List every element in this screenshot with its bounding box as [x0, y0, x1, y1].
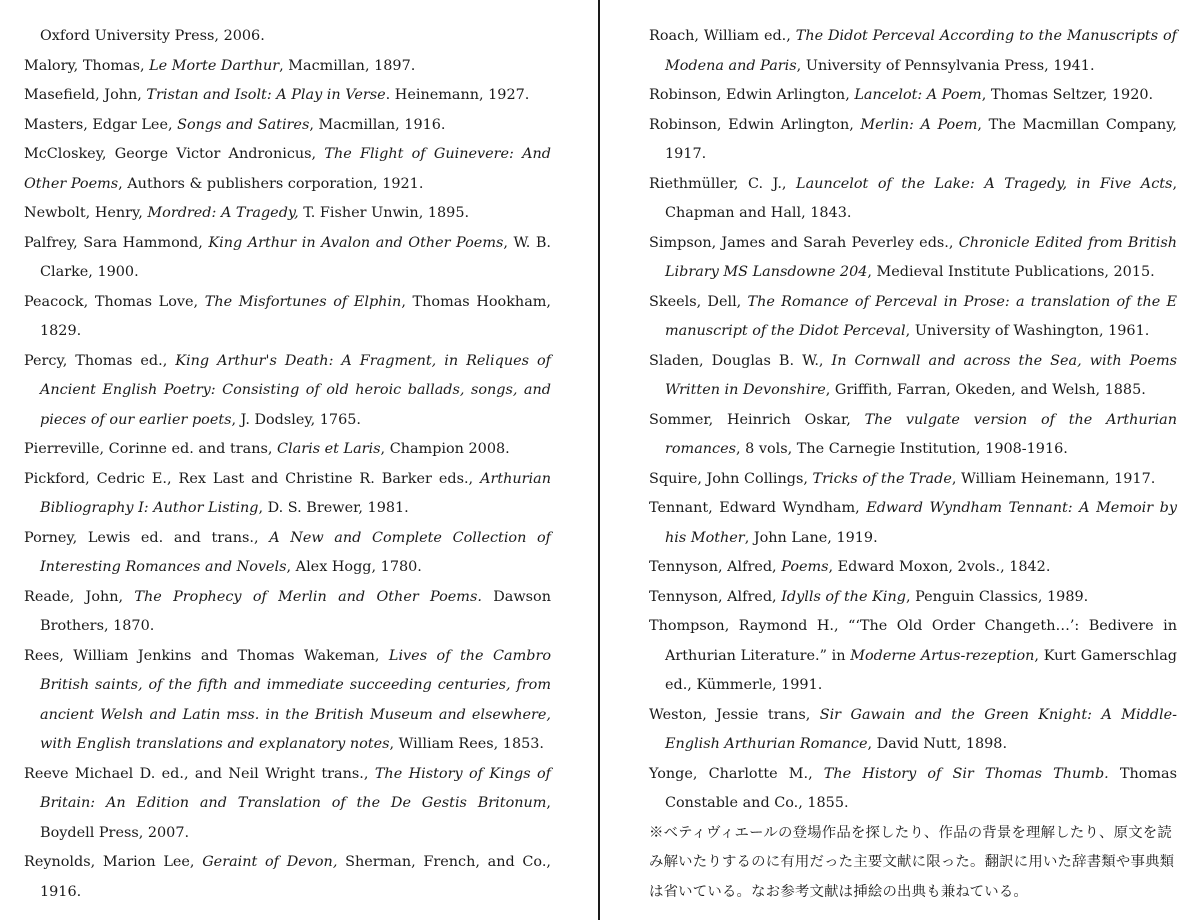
- bibliography-entry: [649, 701, 1177, 760]
- entry-publication: , Edward Moxon, 2vols., 1842.: [828, 559, 1051, 575]
- bibliography-entry: [649, 465, 1177, 495]
- entry-author: Robinson, Edwin Arlington,: [649, 116, 861, 133]
- footnote: ※ベティヴィエールの登場作品を探したり、作品の背景を理解したり、原文を読み解いたりするのに有用だった主要文献に限った。翻訳に用いた辞書類や事典類は省いている。なお参考文献は挿絵の出典も兼ねている。: [649, 824, 1175, 900]
- entry-title: The Romance of Perceval in Prose: a translation of the E manuscript of the Didot Perceval: [665, 293, 1177, 339]
- entry-title: Sir Gawain and the Green Knight: A Middle-English Arthurian Romance: [665, 706, 1177, 752]
- bibliography-entry: [24, 524, 551, 583]
- bibliography-entry: [24, 288, 551, 347]
- entry-publication: , David Nutt, 1898.: [867, 736, 1008, 752]
- entry-publication: , Thomas Hookham, 1829.: [40, 293, 552, 339]
- bibliography-entry: [649, 760, 1177, 819]
- column-divider: [598, 0, 600, 920]
- entry-author: McCloskey, George Victor Andronicus,: [24, 146, 325, 162]
- entry-title: Tristan and Isolt: A Play in Verse: [146, 87, 386, 103]
- bibliography-entry: [24, 81, 551, 111]
- entry-author: Sommer, Heinrich Oskar,: [649, 411, 865, 428]
- entry-publication: Sherman, French, and Co., 1916.: [40, 854, 551, 900]
- entry-author: Squire, John Collings,: [649, 470, 813, 487]
- entry-title: Poems: [781, 559, 829, 575]
- entry-title: Songs and Satires: [177, 116, 310, 133]
- entry-publication: , University of Washington, 1961.: [905, 323, 1150, 339]
- entry-author: Simpson, James and Sarah Peverley eds.,: [649, 234, 959, 251]
- entry-publication: , Authors & publishers corporation, 1921.: [118, 175, 424, 192]
- bibliography-entry: [24, 760, 551, 849]
- entry-title: Launcelot of the Lake: A Tragedy, in Five Acts: [796, 175, 1173, 192]
- bibliography-entry: [649, 22, 1177, 81]
- entry-publication: , J. Dodsley, 1765.: [231, 411, 361, 428]
- entry-publication: , Kurt Gamerschlag ed., Kümmerle, 1991.: [665, 647, 1178, 693]
- entry-publication: , Macmillan, 1897.: [279, 57, 416, 74]
- entry-author: Masefield, John,: [24, 87, 147, 103]
- bibliography-entry: [24, 347, 551, 436]
- entry-title: Merlin: A Poem: [860, 116, 978, 133]
- entry-author: Percy, Thomas ed.,: [24, 352, 176, 369]
- entry-publication: , 8 vols, The Carnegie Institution, 1908-1916.: [736, 441, 1068, 457]
- entry-author: Tennyson, Alfred,: [649, 588, 782, 605]
- entry-title: Moderne Artus-rezeption: [850, 647, 1035, 664]
- entry-title: Lancelot: A Poem: [854, 87, 982, 103]
- bibliography-entry: [649, 494, 1177, 553]
- entry-author: Palfrey, Sara Hammond,: [24, 234, 209, 251]
- entry-author: Roach, William ed.,: [649, 28, 796, 44]
- bibliography-entry: [24, 583, 551, 642]
- entry-author: Thompson, Raymond H., “‘The Old Order Changeth…’: Bedivere in Arthurian Literature.” in: [649, 618, 1177, 664]
- bibliography-entry: [649, 81, 1177, 111]
- bibliography-entry: [649, 406, 1177, 465]
- entry-author: Tennant, Edward Wyndham,: [649, 500, 867, 516]
- entry-publication: , Champion 2008.: [380, 441, 510, 457]
- entry-author: Peacock, Thomas Love,: [24, 293, 205, 310]
- bibliography-entry: [649, 170, 1177, 229]
- entry-publication: , Medieval Institute Publications, 2015.: [867, 264, 1155, 280]
- entry-publication: Thomas Constable and Co., 1855.: [665, 765, 1177, 811]
- entry-author: Reynolds, Marion Lee,: [24, 854, 203, 870]
- entry-publication: , Boydell Press, 2007.: [40, 795, 551, 841]
- right-column: [649, 22, 1177, 907]
- entry-author: Sladen, Douglas B. W.,: [649, 352, 832, 369]
- entry-publication: , W. B. Clarke, 1900.: [40, 234, 551, 280]
- entry-title: In Cornwall and across the Sea, with Poems Written in Devonshire: [665, 352, 1177, 398]
- entry-publication: , Griffith, Farran, Okeden, and Welsh, 1885.: [825, 382, 1146, 398]
- entry-title: The Misfortunes of Elphin: [204, 293, 402, 310]
- entry-author: Newbolt, Henry,: [24, 205, 148, 221]
- entry-publication: , John Lane, 1919.: [744, 529, 878, 546]
- entry-title: Claris et Laris: [277, 441, 381, 457]
- entry-author: Skeels, Dell,: [649, 293, 748, 310]
- entry-author: Yonge, Charlotte M.,: [649, 765, 824, 782]
- entry-title: Arthurian Bibliography I: Author Listing: [40, 470, 551, 516]
- entry-author: Pickford, Cedric E., Rex Last and Christine R. Barker eds.,: [24, 470, 481, 487]
- entry-title: Tricks of the Trade: [812, 470, 952, 487]
- bibliography-entry: [649, 612, 1177, 701]
- entry-title: A New and Complete Collection of Interesting Romances and Novels: [40, 529, 551, 575]
- entry-publication: , Alex Hogg, 1780.: [286, 559, 422, 575]
- entry-title: Chronicle Edited from British Library MS Lansdowne 204: [665, 234, 1177, 280]
- entry-title: The Didot Perceval According to the Manuscripts of Modena and Paris: [665, 28, 1177, 74]
- entry-publication: , The Macmillan Company, 1917.: [665, 116, 1177, 162]
- bibliography-entry: [24, 465, 551, 524]
- entry-title: King Arthur's Death: A Fragment, in Reliques of Ancient English Poetry: Consisting of old heroic ballads, songs, and pieces of our earlier poets: [40, 352, 551, 428]
- bibliography-entry: [24, 111, 551, 141]
- bibliography-entry: [24, 642, 551, 760]
- entry-title: The vulgate version of the Arthurian romances: [665, 411, 1177, 457]
- entry-author: Reeve Michael D. ed., and Neil Wright trans.,: [24, 765, 375, 782]
- bibliography-entry: [24, 199, 551, 229]
- entry-publication: , D. S. Brewer, 1981.: [258, 500, 409, 516]
- entry-title: Lives of the Cambro British saints, of the fifth and immediate succeeding centuries, from ancient Welsh and Latin mss. in the British Museum and elsewhere, with English translations and explanatory notes: [40, 647, 551, 752]
- entry-author: Robinson, Edwin Arlington,: [649, 87, 855, 103]
- bibliography-entry: [649, 288, 1177, 347]
- bibliography-entry: [649, 229, 1177, 288]
- entry-title: Le Morte Darthur: [149, 57, 280, 74]
- entry-publication: , William Heinemann, 1917.: [951, 470, 1156, 487]
- entry-title: The History of Kings of Britain: An Edition and Translation of the De Gestis Britonum: [40, 765, 551, 811]
- entry-title: Mordred: A Tragedy,: [147, 205, 299, 221]
- entry-author: Malory, Thomas,: [24, 57, 150, 74]
- entry-author: Masters, Edgar Lee,: [24, 116, 178, 133]
- bibliography-entry: [649, 347, 1177, 406]
- bibliography-entry: [649, 111, 1177, 170]
- entry-title: The Prophecy of Merlin and Other Poems.: [134, 588, 482, 605]
- entry-title: The Flight of Guinevere: And Other Poems: [24, 146, 551, 192]
- entry-title: Idylls of the King: [781, 588, 906, 605]
- entry-publication: T. Fisher Unwin, 1895.: [298, 205, 470, 221]
- entry-publication: . Heinemann, 1927.: [385, 87, 530, 103]
- entry-publication: , University of Pennsylvania Press, 1941.: [796, 57, 1095, 74]
- entry-title: Edward Wyndham Tennant: A Memoir by his Mother: [665, 500, 1177, 546]
- right-column-entries: [649, 22, 1177, 819]
- bibliography-entry: [24, 848, 551, 907]
- bibliography-entry: [24, 52, 551, 82]
- entry-publication: , Chapman and Hall, 1843.: [665, 175, 1178, 221]
- entry-publication: Dawson Brothers, 1870.: [40, 588, 551, 634]
- entry-publication: , William Rees, 1853.: [389, 736, 544, 752]
- bibliography-entry: [649, 583, 1177, 613]
- bibliography-entry: [24, 435, 551, 465]
- bibliography-entry: Oxford University Press, 2006.: [40, 28, 265, 44]
- entry-title: The History of Sir Thomas Thumb.: [823, 765, 1109, 782]
- entry-author: Tennyson, Alfred,: [649, 559, 782, 575]
- bibliography-entry: [24, 140, 551, 199]
- left-column: [24, 22, 551, 907]
- entry-author: Rees, William Jenkins and Thomas Wakeman,: [24, 647, 389, 664]
- entry-publication: , Macmillan, 1916.: [309, 116, 446, 133]
- entry-publication: , Penguin Classics, 1989.: [905, 588, 1089, 605]
- entry-title: Geraint of Devon,: [202, 854, 338, 870]
- entry-author: Reade, John,: [24, 588, 135, 605]
- bibliography-entry: [24, 229, 551, 288]
- entry-author: Pierreville, Corinne ed. and trans,: [24, 441, 278, 457]
- entry-author: Weston, Jessie trans,: [649, 706, 820, 723]
- entry-publication: , Thomas Seltzer, 1920.: [981, 87, 1154, 103]
- entry-author: Riethmüller, C. J.,: [649, 175, 797, 192]
- bibliography-entry: [649, 553, 1177, 583]
- entry-author: Porney, Lewis ed. and trans.,: [24, 529, 270, 546]
- entry-title: King Arthur in Avalon and Other Poems: [208, 234, 504, 251]
